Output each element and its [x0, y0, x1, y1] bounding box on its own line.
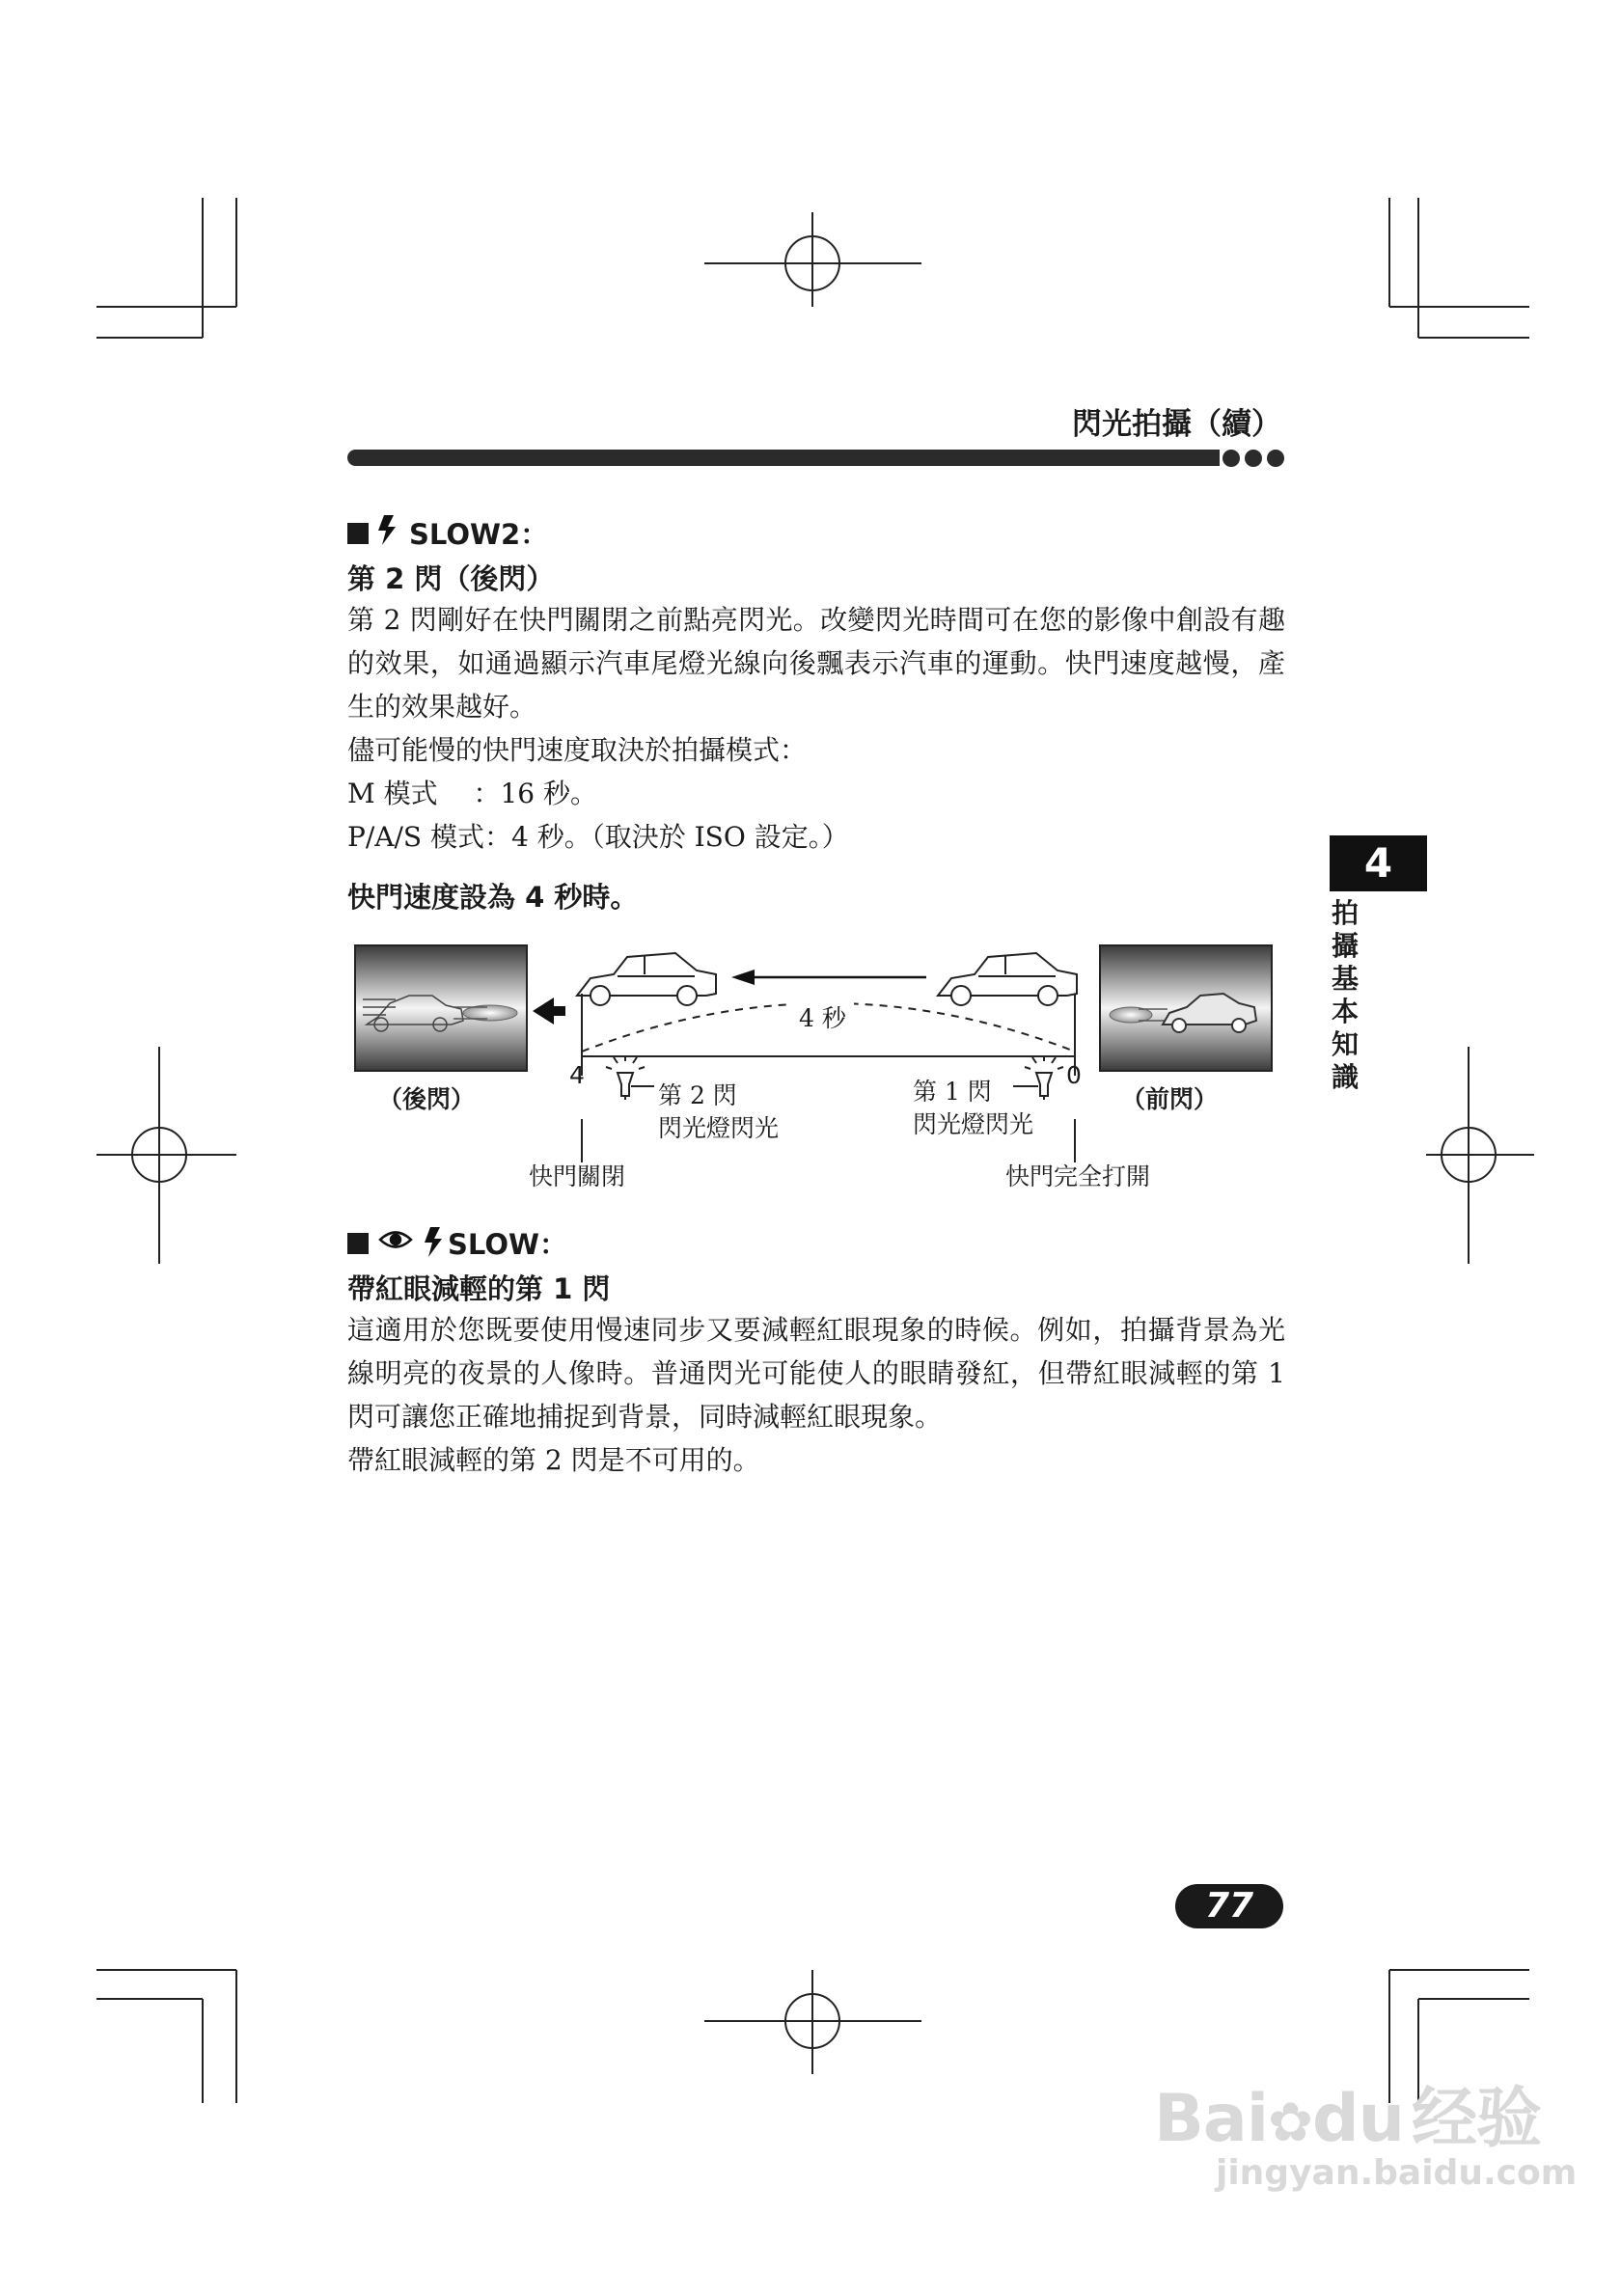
direction-arrow-left — [533, 998, 565, 1025]
watermark-url: jingyan.baidu.com — [1216, 2153, 1578, 2193]
second-flash-icon — [606, 1055, 654, 1100]
paw-icon: ✿ — [1268, 2091, 1312, 2154]
section2-paragraph: 這適用於您既要使用慢速同步又要減輕紅眼現象的時候。例如，拍攝背景為光線明亮的夜景的人像時。普通閃光可能使人的眼睛發紅，但帶紅眼減輕的第 1 閃可讓您正確地捕捉到背景，同時減輕紅眼現象。 — [347, 1314, 1285, 1433]
section2-line: 帶紅眼減輕的第 2 閃是不可用的。 — [347, 1444, 760, 1476]
section1-heading: SLOW2： — [347, 513, 548, 553]
front-flash-photo — [1100, 945, 1272, 1071]
section1-subheading: 第 2 閃（後閃） — [347, 562, 555, 595]
first-flash-label-2: 閃光燈閃光 — [913, 1110, 1034, 1138]
tick-label-left: 4 — [569, 1061, 585, 1089]
bullet-square — [347, 1233, 369, 1254]
section1-line: 儘可能慢的快門速度取決於拍攝模式： — [347, 734, 808, 766]
front-flash-caption: （前閃） — [1121, 1085, 1219, 1113]
section2-heading: SLOW： — [347, 1223, 567, 1263]
first-flash-label: 第 1 閃 — [913, 1078, 992, 1106]
page-header-title: 閃光拍攝（續） — [1072, 407, 1281, 442]
section1-line: P/A/S 模式：4 秒。（取決於 ISO 設定。） — [347, 821, 849, 853]
header-dot — [1267, 450, 1284, 467]
first-flash-icon — [1013, 1055, 1063, 1100]
second-flash-label-2: 閃光燈閃光 — [658, 1114, 780, 1142]
section1-line: M 模式 ：16 秒。 — [347, 778, 598, 809]
shutter-open-label: 快門完全打開 — [1005, 1162, 1151, 1190]
header-dot — [1223, 450, 1240, 467]
header-bar — [347, 450, 1220, 466]
interval-label: 4 秒 — [791, 999, 854, 1034]
tick-label-right: 0 — [1066, 1061, 1082, 1089]
car-left-outline — [577, 953, 716, 1005]
shutter-close-label: 快門關閉 — [529, 1162, 626, 1190]
watermark-brand: Bai✿du 经验 — [1154, 2081, 1542, 2157]
chapter-tab: 4 — [1330, 835, 1427, 891]
page-number: 77 — [1175, 1884, 1283, 1928]
car-right-outline — [938, 953, 1077, 1005]
section2-body — [347, 1308, 1285, 1482]
section2-subheading: 帶紅眼減輕的第 1 閃 — [347, 1272, 611, 1305]
chapter-title-vertical: 拍攝基本知識 — [1331, 897, 1359, 1093]
rear-flash-photo — [355, 945, 527, 1071]
rear-flash-caption: （後閃） — [378, 1085, 476, 1113]
diagram-caption: 快門速度設為 4 秒時。 — [347, 881, 639, 914]
header-dot — [1245, 450, 1262, 467]
second-flash-label: 第 2 閃 — [658, 1081, 737, 1109]
section1-body — [347, 598, 1285, 859]
section1-paragraph: 第 2 閃剛好在快門關閉之前點亮閃光。改變閃光時間可在您的影像中創設有趣的效果，如通過顯示汽車尾燈光線向後飄表示汽車的運動。快門速度越慢，產生的效果越好。 — [347, 604, 1285, 723]
bullet-square — [347, 523, 369, 544]
